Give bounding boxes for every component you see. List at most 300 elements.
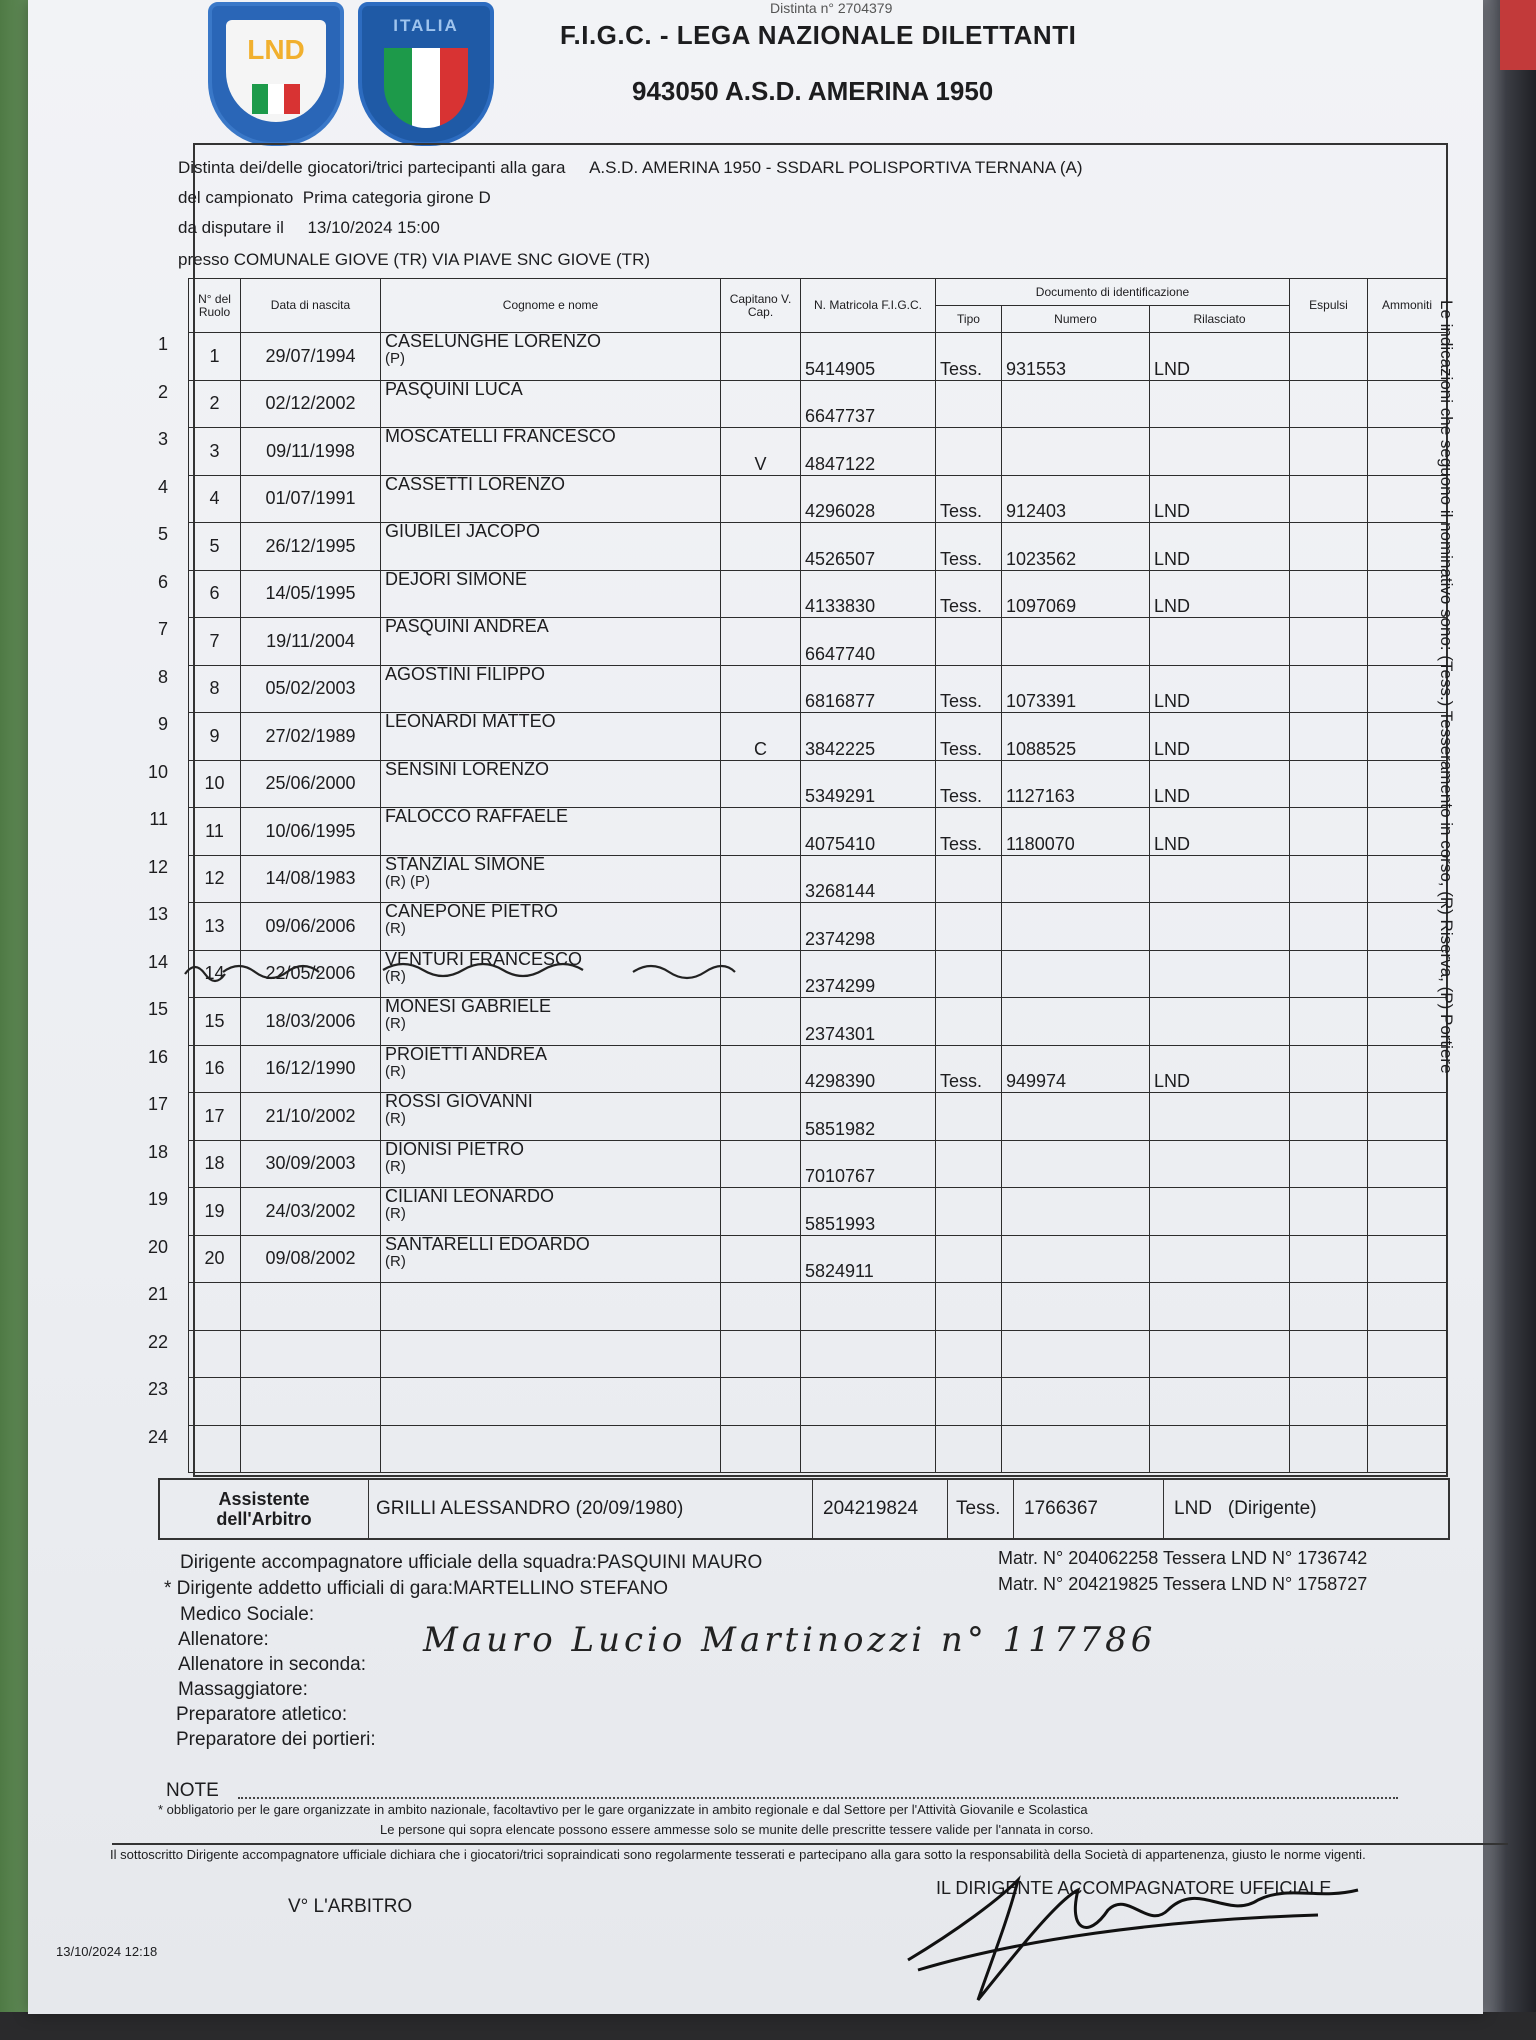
doc-number: Distinta n° 2704379 xyxy=(770,0,893,16)
col-nascita: Data di nascita xyxy=(241,279,381,333)
player-name-text: PROIETTI ANDREA xyxy=(385,1045,548,1064)
player-doc-issuer xyxy=(1150,998,1290,1046)
player-doc-issuer xyxy=(1150,618,1290,666)
player-doc-number xyxy=(1002,618,1150,666)
table-row xyxy=(189,665,1447,713)
player-doc-type: Tess. xyxy=(936,760,1002,808)
table-row xyxy=(189,808,1447,856)
player-captain xyxy=(721,665,801,713)
player-ammoniti xyxy=(1368,713,1447,761)
player-espulsi xyxy=(1290,903,1368,951)
player-doc-issuer: LND xyxy=(1150,1045,1290,1093)
player-doc-issuer: LND xyxy=(1150,713,1290,761)
player-birth-date: 26/12/1995 xyxy=(241,523,381,571)
player-ruolo: 2 xyxy=(189,380,241,428)
player-doc-type xyxy=(936,998,1002,1046)
row-number: 5 xyxy=(157,524,168,544)
player-doc-type xyxy=(936,428,1002,476)
player-name-text: SANTARELLI EDOARDO xyxy=(385,1235,590,1254)
row-number: 22 xyxy=(147,1331,168,1352)
lnd-logo-text: LND xyxy=(247,34,305,65)
player-captain xyxy=(721,1140,801,1188)
player-captain xyxy=(721,1188,801,1236)
player-captain xyxy=(721,903,801,951)
player-name xyxy=(381,1188,721,1236)
col-documento: Documento di identificazione xyxy=(936,279,1290,306)
assistant-tipo: Tess. xyxy=(948,1480,1014,1538)
player-doc-type: Tess. xyxy=(936,523,1002,571)
player-doc-type xyxy=(936,1283,1002,1331)
player-doc-issuer xyxy=(1150,1188,1290,1236)
player-doc-type xyxy=(936,1425,1002,1473)
player-espulsi xyxy=(1290,665,1368,713)
player-doc-number xyxy=(1002,998,1150,1046)
row-number: 1 xyxy=(157,334,168,354)
player-birth-date: 25/06/2000 xyxy=(241,760,381,808)
player-doc-issuer xyxy=(1150,950,1290,998)
player-matricola: 2374301 xyxy=(801,998,936,1046)
player-doc-type: Tess. xyxy=(936,713,1002,761)
table-row xyxy=(189,333,1447,381)
player-name-text: FALOCCO RAFFAELE xyxy=(385,807,569,826)
player-ruolo: 12 xyxy=(189,855,241,903)
dirigente-label: Dirigente accompagnatore ufficiale della squadra: xyxy=(180,1552,597,1573)
row-number: 16 xyxy=(147,1046,168,1067)
player-ruolo: 6 xyxy=(189,570,241,618)
player-name xyxy=(381,475,721,523)
player-espulsi xyxy=(1290,618,1368,666)
player-matricola: 4298390 xyxy=(801,1045,936,1093)
player-ammoniti xyxy=(1368,1235,1447,1283)
player-ammoniti xyxy=(1368,1378,1447,1426)
player-captain xyxy=(721,1093,801,1141)
player-doc-number xyxy=(1002,1093,1150,1141)
player-ammoniti xyxy=(1368,998,1447,1046)
player-doc-number: 1180070 xyxy=(1002,808,1150,856)
player-doc-number xyxy=(1002,903,1150,951)
player-name xyxy=(381,570,721,618)
figc-logo-text: ITALIA xyxy=(393,16,459,35)
player-doc-number xyxy=(1002,1235,1150,1283)
player-doc-issuer xyxy=(1150,1235,1290,1283)
assistant-row xyxy=(158,1478,1450,1540)
col-ruolo: N° del Ruolo xyxy=(189,279,241,333)
col-matricola: N. Matricola F.I.G.C. xyxy=(801,279,936,333)
table-row xyxy=(189,380,1447,428)
player-ammoniti xyxy=(1368,618,1447,666)
player-birth-date: 18/03/2006 xyxy=(241,998,381,1046)
table-row xyxy=(189,713,1447,761)
player-matricola: 4296028 xyxy=(801,475,936,523)
table-row xyxy=(189,1140,1447,1188)
player-doc-number xyxy=(1002,950,1150,998)
player-ruolo: 18 xyxy=(189,1140,241,1188)
declaration: Il sottoscritto Dirigente accompagnatore ufficiale dichiara che i giocatori/trici sopraindicati sono regolarmente tesserati e partecipano alla gara sotto la responsabilità della Società di appartenenza, giusto le norme vigenti. xyxy=(110,1847,1366,1862)
player-espulsi xyxy=(1290,1283,1368,1331)
player-matricola: 5349291 xyxy=(801,760,936,808)
player-doc-type: Tess. xyxy=(936,475,1002,523)
player-name xyxy=(381,428,721,476)
row-number: 7 xyxy=(157,619,168,639)
player-doc-number: 949974 xyxy=(1002,1045,1150,1093)
player-matricola: 4133830 xyxy=(801,570,936,618)
col-nome: Cognome e nome xyxy=(381,279,721,333)
player-name-text: PASQUINI LUCA xyxy=(385,380,523,399)
bottom-divider xyxy=(112,1843,1508,1845)
player-birth-date: 21/10/2002 xyxy=(241,1093,381,1141)
player-ammoniti xyxy=(1368,380,1447,428)
document-sheet xyxy=(28,0,1483,2014)
player-birth-date xyxy=(241,1425,381,1473)
player-tag: (R) xyxy=(385,1205,406,1222)
player-name-text: DIONISI PIETRO xyxy=(385,1140,525,1159)
player-birth-date: 09/11/1998 xyxy=(241,428,381,476)
player-name xyxy=(381,713,721,761)
player-birth-date: 22/05/2006 xyxy=(241,950,381,998)
player-name-text: PASQUINI ANDREA xyxy=(385,617,549,636)
player-espulsi xyxy=(1290,760,1368,808)
player-espulsi xyxy=(1290,1188,1368,1236)
row-number: 2 xyxy=(157,381,168,402)
player-doc-issuer: LND xyxy=(1150,808,1290,856)
row-number: 18 xyxy=(147,1141,168,1162)
col-numero: Numero xyxy=(1002,306,1150,333)
player-doc-type: Tess. xyxy=(936,570,1002,618)
row-number: 19 xyxy=(147,1189,168,1209)
row-number: 17 xyxy=(147,1094,168,1114)
player-ammoniti xyxy=(1368,523,1447,571)
player-name-text: AGOSTINI FILIPPO xyxy=(385,665,546,684)
player-doc-number: 1088525 xyxy=(1002,713,1150,761)
side-legend: Le indicazioni che seguono il nominativo sono: (Tess.) Tesseramento in corso, (R) Riserva, (P) Portiere xyxy=(1437,300,1456,1074)
table-row xyxy=(189,1045,1447,1093)
player-name xyxy=(381,808,721,856)
player-doc-type xyxy=(936,618,1002,666)
player-doc-issuer: LND xyxy=(1150,570,1290,618)
player-birth-date: 09/08/2002 xyxy=(241,1235,381,1283)
row-number: 10 xyxy=(147,761,168,782)
player-birth-date: 29/07/1994 xyxy=(241,333,381,381)
print-timestamp: 13/10/2024 12:18 xyxy=(56,1944,158,1959)
player-ruolo: 11 xyxy=(189,808,241,856)
dirigente-matricola: Matr. N° 204062258 Tessera LND N° 1736742 xyxy=(998,1548,1368,1568)
player-name xyxy=(381,998,721,1046)
player-ruolo: 5 xyxy=(189,523,241,571)
player-captain xyxy=(721,1330,801,1378)
player-espulsi xyxy=(1290,1330,1368,1378)
player-ammoniti xyxy=(1368,1045,1447,1093)
player-doc-number xyxy=(1002,428,1150,476)
player-name xyxy=(381,665,721,713)
player-ruolo: 17 xyxy=(189,1093,241,1141)
table-row xyxy=(189,1188,1447,1236)
player-ruolo: 13 xyxy=(189,903,241,951)
row-number: 20 xyxy=(147,1236,168,1257)
addetto-matricola: Matr. N° 204219825 Tessera LND N° 1758727 xyxy=(998,1574,1368,1594)
player-name-text: STANZIAL SIMONE xyxy=(385,855,546,874)
player-captain xyxy=(721,618,801,666)
arbitro-label: V° L'ARBITRO xyxy=(288,1896,413,1917)
player-birth-date: 01/07/1991 xyxy=(241,475,381,523)
player-name xyxy=(381,380,721,428)
medico-label: Medico Sociale: xyxy=(180,1604,315,1625)
row-number: 21 xyxy=(147,1284,168,1304)
dirigente-line xyxy=(180,1552,762,1574)
player-ruolo: 14 xyxy=(189,950,241,998)
player-doc-type xyxy=(936,950,1002,998)
player-doc-type xyxy=(936,855,1002,903)
federation-title: F.I.G.C. - LEGA NAZIONALE DILETTANTI xyxy=(560,20,1077,50)
dirigente-name: PASQUINI MAURO xyxy=(596,1552,763,1573)
table-row xyxy=(189,475,1447,523)
table-row xyxy=(189,1283,1447,1331)
player-doc-type xyxy=(936,1093,1002,1141)
player-doc-number xyxy=(1002,1283,1150,1331)
row-number: 23 xyxy=(147,1379,168,1399)
player-ruolo: 3 xyxy=(189,428,241,476)
player-birth-date: 16/12/1990 xyxy=(241,1045,381,1093)
player-captain xyxy=(721,333,801,381)
player-birth-date xyxy=(241,1330,381,1378)
player-doc-type xyxy=(936,1378,1002,1426)
table-row xyxy=(189,1330,1447,1378)
player-ammoniti xyxy=(1368,1093,1447,1141)
player-matricola: 5851982 xyxy=(801,1093,936,1141)
player-doc-type xyxy=(936,380,1002,428)
player-ruolo: 15 xyxy=(189,998,241,1046)
player-ruolo: 19 xyxy=(189,1188,241,1236)
player-birth-date: 09/06/2006 xyxy=(241,903,381,951)
player-name xyxy=(381,1093,721,1141)
table-row xyxy=(189,428,1447,476)
player-name-text: CASSETTI LORENZO xyxy=(385,475,566,494)
player-ammoniti xyxy=(1368,570,1447,618)
player-name-text: LEONARDI MATTEO xyxy=(385,712,556,731)
assistant-rilasciato: LND (Dirigente) xyxy=(1174,1498,1317,1519)
row-number: 3 xyxy=(157,429,168,449)
player-matricola: 6647737 xyxy=(801,380,936,428)
date-value: 13/10/2024 15:00 xyxy=(307,218,440,237)
player-captain xyxy=(721,1283,801,1331)
player-name xyxy=(381,950,721,998)
row-number: 15 xyxy=(147,999,168,1019)
player-name-text: SENSINI LORENZO xyxy=(385,760,550,779)
player-matricola: 5851993 xyxy=(801,1188,936,1236)
table-row xyxy=(189,618,1447,666)
row-number: 9 xyxy=(157,714,168,734)
col-ammoniti: Ammoniti xyxy=(1368,279,1447,333)
player-doc-issuer xyxy=(1150,1283,1290,1331)
row-number: 11 xyxy=(149,809,168,829)
player-matricola: 5824911 xyxy=(801,1235,936,1283)
player-captain xyxy=(721,523,801,571)
player-name-text: ROSSI GIOVANNI xyxy=(385,1092,533,1111)
player-doc-issuer xyxy=(1150,380,1290,428)
row-number: 12 xyxy=(147,856,168,877)
player-matricola: 4526507 xyxy=(801,523,936,571)
player-ammoniti xyxy=(1368,475,1447,523)
player-name xyxy=(381,1425,721,1473)
player-doc-issuer: LND xyxy=(1150,523,1290,571)
background-object xyxy=(1500,0,1536,70)
player-name-text: MONESI GABRIELE xyxy=(385,997,552,1016)
player-matricola xyxy=(801,1425,936,1473)
player-captain: C xyxy=(721,713,801,761)
player-birth-date: 14/08/1983 xyxy=(241,855,381,903)
note-asterisk: * obbligatorio per le gare organizzate in ambito nazionale, facoltavtivo per le gare organizzate in ambito regionale e dal Settore per l'Attività Giovanile e Scolastica xyxy=(158,1802,1088,1817)
player-ruolo: 8 xyxy=(189,665,241,713)
venue-value: COMUNALE GIOVE (TR) VIA PIAVE SNC GIOVE (TR) xyxy=(233,250,651,269)
player-espulsi xyxy=(1290,1045,1368,1093)
player-name xyxy=(381,1045,721,1093)
player-doc-number: 931553 xyxy=(1002,333,1150,381)
player-matricola: 3268144 xyxy=(801,855,936,903)
player-matricola: 2374298 xyxy=(801,903,936,951)
player-name xyxy=(381,760,721,808)
assistant-name: GRILLI ALESSANDRO (20/09/1980) xyxy=(368,1480,813,1538)
player-birth-date: 24/03/2002 xyxy=(241,1188,381,1236)
player-tag: (R) xyxy=(385,1157,406,1175)
player-captain xyxy=(721,380,801,428)
player-matricola xyxy=(801,1378,936,1426)
player-ammoniti xyxy=(1368,903,1447,951)
player-doc-number xyxy=(1002,1425,1150,1473)
lnd-logo xyxy=(208,2,344,146)
addetto-label: * Dirigente addetto ufficiali di gara: xyxy=(164,1578,454,1599)
player-doc-type: Tess. xyxy=(936,665,1002,713)
player-birth-date: 14/05/1995 xyxy=(241,570,381,618)
match-label: Distinta dei/delle giocatori/trici partecipanti alla gara xyxy=(178,158,566,177)
player-doc-issuer xyxy=(1150,1330,1290,1378)
championship-line xyxy=(178,188,491,208)
player-espulsi xyxy=(1290,998,1368,1046)
player-matricola xyxy=(801,1283,936,1331)
table-row xyxy=(189,1093,1447,1141)
player-espulsi xyxy=(1290,855,1368,903)
player-espulsi xyxy=(1290,950,1368,998)
player-captain xyxy=(721,760,801,808)
championship-value: Prima categoria girone D xyxy=(302,188,491,207)
col-rilasciato: Rilasciato xyxy=(1150,306,1290,333)
player-matricola: 7010767 xyxy=(801,1140,936,1188)
player-ammoniti xyxy=(1368,1330,1447,1378)
player-captain xyxy=(721,1425,801,1473)
player-name xyxy=(381,1330,721,1378)
flag-icon xyxy=(252,84,300,114)
player-ammoniti xyxy=(1368,855,1447,903)
player-birth-date: 27/02/1989 xyxy=(241,713,381,761)
signature xyxy=(898,1860,1398,2010)
player-matricola xyxy=(801,1330,936,1378)
allenatore-label: Allenatore: xyxy=(178,1629,269,1650)
player-name xyxy=(381,1378,721,1426)
player-doc-issuer xyxy=(1150,1378,1290,1426)
player-captain xyxy=(721,1235,801,1283)
player-espulsi xyxy=(1290,523,1368,571)
player-name xyxy=(381,618,721,666)
player-ammoniti xyxy=(1368,1188,1447,1236)
player-name-text: CILIANI LEONARDO xyxy=(385,1187,555,1206)
player-doc-issuer xyxy=(1150,1425,1290,1473)
player-doc-number xyxy=(1002,1188,1150,1236)
player-doc-type xyxy=(936,903,1002,951)
player-doc-issuer: LND xyxy=(1150,760,1290,808)
player-tag: (R) xyxy=(385,967,406,985)
player-espulsi xyxy=(1290,1140,1368,1188)
player-captain xyxy=(721,1045,801,1093)
player-doc-number xyxy=(1002,1140,1150,1188)
player-captain xyxy=(721,1378,801,1426)
player-ruolo xyxy=(189,1378,241,1426)
player-espulsi xyxy=(1290,570,1368,618)
player-matricola: 2374299 xyxy=(801,950,936,998)
player-tag: (R) xyxy=(385,920,406,937)
assistant-label-line1: Assistente xyxy=(218,1489,310,1509)
table-row xyxy=(189,903,1447,951)
row-number: 8 xyxy=(157,666,168,687)
row-number: 24 xyxy=(147,1426,168,1447)
player-ruolo: 9 xyxy=(189,713,241,761)
player-tag: (P) xyxy=(385,350,405,367)
background-right xyxy=(1476,0,1536,2040)
figc-logo xyxy=(358,2,494,146)
player-espulsi xyxy=(1290,475,1368,523)
player-ammoniti xyxy=(1368,950,1447,998)
player-name-text: VENTURI FRANCESCO xyxy=(385,950,583,969)
player-doc-number xyxy=(1002,380,1150,428)
table-row xyxy=(189,998,1447,1046)
player-captain xyxy=(721,475,801,523)
row-number: 6 xyxy=(157,571,168,592)
player-doc-type: Tess. xyxy=(936,808,1002,856)
player-ammoniti xyxy=(1368,665,1447,713)
player-captain xyxy=(721,808,801,856)
player-ammoniti xyxy=(1368,808,1447,856)
player-ruolo: 4 xyxy=(189,475,241,523)
player-captain xyxy=(721,998,801,1046)
player-captain xyxy=(721,855,801,903)
player-doc-issuer xyxy=(1150,855,1290,903)
player-name-text: DEJORI SIMONE xyxy=(385,570,528,589)
table-row xyxy=(189,760,1447,808)
player-ammoniti xyxy=(1368,760,1447,808)
player-espulsi xyxy=(1290,1093,1368,1141)
col-tipo: Tipo xyxy=(936,306,1002,333)
player-doc-type: Tess. xyxy=(936,333,1002,381)
player-espulsi xyxy=(1290,380,1368,428)
table-row xyxy=(189,570,1447,618)
player-ruolo xyxy=(189,1425,241,1473)
player-matricola: 6816877 xyxy=(801,665,936,713)
player-espulsi xyxy=(1290,333,1368,381)
player-doc-number xyxy=(1002,1378,1150,1426)
player-doc-issuer: LND xyxy=(1150,475,1290,523)
player-captain xyxy=(721,950,801,998)
player-espulsi xyxy=(1290,428,1368,476)
flag-icon xyxy=(384,48,468,128)
table-row xyxy=(189,950,1447,998)
table-row xyxy=(189,523,1447,571)
player-tag: (R) xyxy=(385,1110,406,1127)
row-number: 13 xyxy=(147,904,168,924)
player-ruolo xyxy=(189,1283,241,1331)
date-line xyxy=(178,218,440,238)
player-ruolo: 1 xyxy=(189,333,241,381)
player-matricola: 6647740 xyxy=(801,618,936,666)
player-doc-number xyxy=(1002,855,1150,903)
preparatore-portieri-label: Preparatore dei portieri: xyxy=(176,1729,376,1750)
addetto-name: MARTELLINO STEFANO xyxy=(453,1578,669,1599)
